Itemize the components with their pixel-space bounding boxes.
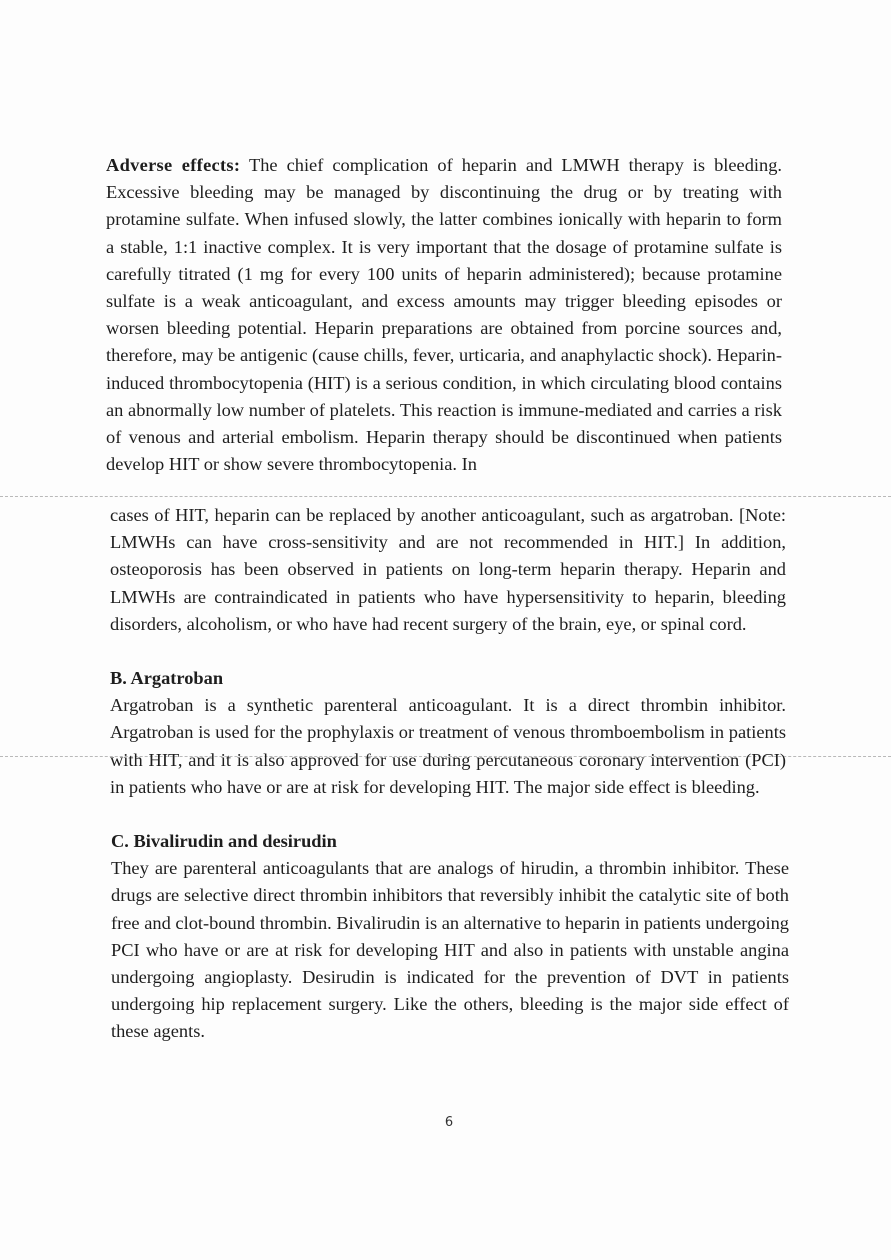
adverse-effects-paragraph xyxy=(106,152,782,478)
scan-fold-line-upper xyxy=(0,496,891,497)
adverse-effects-continuation-text: cases of HIT, heparin can be replaced by another anticoagulant, such as argatroban. [Note: LMWHs can have cross-sensitivity and are not recommended in HIT.] In addition, osteoporosis has been observed in patients on long-term heparin therapy. Heparin and LMWHs are contraindicated in patients who have hypersensitivity to heparin, bleeding disorders, alcoholism, or who have had recent surgery of the brain, eye, or spinal cord. xyxy=(110,505,786,634)
adverse-effects-continuation xyxy=(110,502,786,638)
page-number: 6 xyxy=(444,1115,454,1130)
adverse-effects-text: The chief complication of heparin and LMWH therapy is bleeding. Excessive bleeding may be managed by discontinuing the drug or by treating with protamine sulfate. When infused slowly, the latter combines ionically with heparin to form a stable, 1:1 inactive complex. It is very important that the dosage of protamine sulfate is carefully titrated (1 mg for every 100 units of heparin administered); because protamine sulfate is a weak anticoagulant, and excess amounts may trigger bleeding episodes or worsen bleeding potential. Heparin preparations are obtained from porcine sources and, therefore, may be antigenic (cause chills, fever, urticaria, and anaphylactic shock). Heparin-induced thrombocytopenia (HIT) is a serious condition, in which circulating blood contains an abnormally low number of platelets. This reaction is immune-mediated and carries a risk of venous and arterial embolism. Heparin therapy should be discontinued when patients develop HIT or show severe thrombocytopenia. In xyxy=(106,155,782,475)
bivalirudin-text: They are parenteral anticoagulants that are analogs of hirudin, a thrombin inhibitor. These drugs are selective direct thrombin inhibitors that reversibly inhibit the catalytic site of both free and clot-bound thrombin. Bivalirudin is an alternative to heparin in patients undergoing PCI who have or are at risk for developing HIT and also in patients with unstable angina undergoing angioplasty. Desirudin is indicated for the prevention of DVT in patients undergoing hip replacement surgery. Like the others, bleeding is the major side effect of these agents. xyxy=(111,858,789,1042)
argatroban-heading: B. Argatroban xyxy=(110,668,224,688)
argatroban-text: Argatroban is a synthetic parenteral anticoagulant. It is a direct thrombin inhibitor. Argatroban is used for the prophylaxis or treatment of venous thromboembolism in patients with HIT, and it is also approved for use during percutaneous coronary intervention (PCI) in patients who have or are at risk for developing HIT. The major side effect is bleeding. xyxy=(110,695,786,797)
adverse-effects-label: Adverse effects: xyxy=(106,155,241,175)
bivalirudin-section xyxy=(111,828,789,1046)
bivalirudin-heading: C. Bivalirudin and desirudin xyxy=(111,831,337,851)
argatroban-section xyxy=(110,665,786,801)
